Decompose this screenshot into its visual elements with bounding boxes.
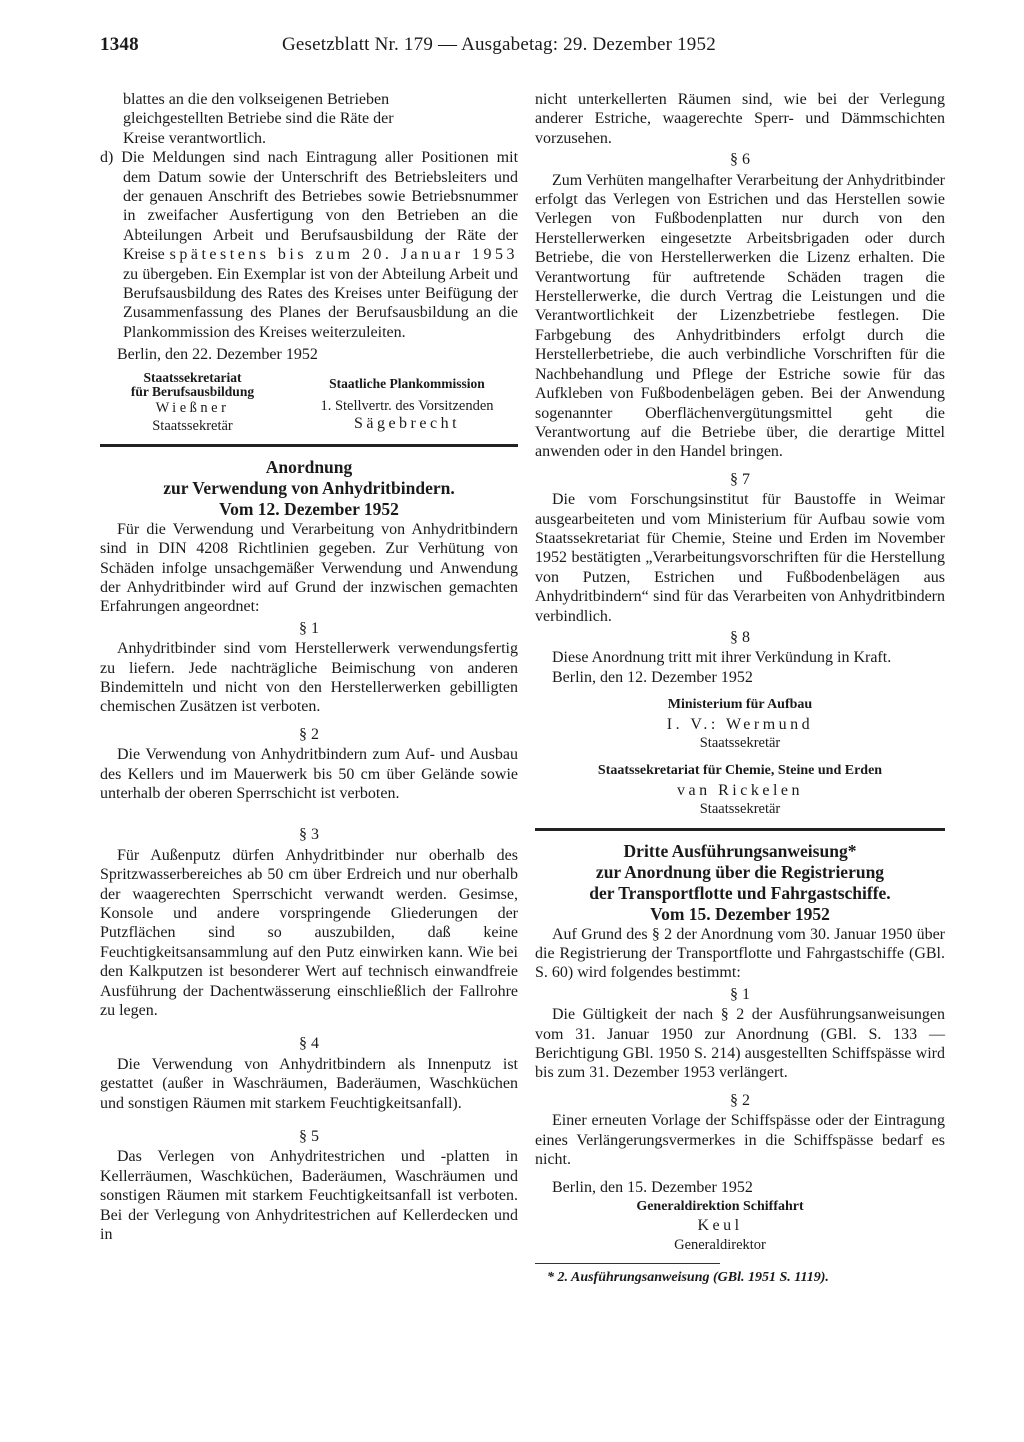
continued-line: blattes an die den volkseigenen Betrieben <box>123 91 390 108</box>
signature-role: Staatssekretär <box>699 801 781 818</box>
section-text: Die vom Forschungsinstitut für Baustoffe in Weimar ausgearbeiteten und vom Ministerium für Aufbau sowie vom Staatssekretariat für Chemie, Steine und Erden im November 1952 bestätigten „Verarbeitungsvorschriften für die Herstellung von Putzen, Estrichen und Fußbodenbelägen aus Anhydritbindern“ sind für das Verarbeiten von Anhydritbindern verbindlich. <box>535 491 945 625</box>
signature-name: Wießner <box>155 399 230 416</box>
signature-org: Staatssekretariat <box>143 369 242 385</box>
signature-org: Generaldirektion Schiffahrt <box>636 1198 804 1214</box>
section-heading: § 2 <box>299 725 319 743</box>
continued-line: gleichgestellten Betriebe sind die Räte der <box>123 110 394 128</box>
continued-line: Kreise verantwortlich. <box>123 129 267 147</box>
signature-role: Staatssekretär <box>699 735 781 751</box>
signature-block <box>535 761 945 819</box>
item-d-deadline: spätestens bis zum 20. Januar 1953 <box>169 246 518 264</box>
section-text: Zum Verhüten mangelhafter Verarbeitung der Anhydritbinder erfolgt das Verlegen von Estrichen und das Herstellen sowie Verlegen von Fußbodenplatten nur durch von den Herstellerwerken eingesetzte Arbeitsbrigaden oder durch Betriebe, die von Herstellerwerken die Lizenz erhalten. Die Verantwortung für auftretende Schäden tragen die Herstellerwerke, die durch Vertrag die Leistungen und die Verantwortlichkeit der Lizenzbetriebe festlegen. Die Farbgebung des Anhydritbinders erfolgt durch die Herstellerbetriebe, die auch verbindliche Vorschriften für die Nachbehandlung und Pflege der Estriche sowie für das Aufkleben von Fußbodenbelägen geben. Bei der Anwendung sogenannter Oberflächenvergütungsmittel geht die Verantwortung auf die Betriebe über, die derartige Mittel anwenden oder in den Handel bringen. <box>535 171 945 461</box>
footnote: * 2. Ausführungsanweisung (GBl. 1951 S. 1119). <box>547 1270 829 1286</box>
section-heading: § 8 <box>730 628 750 646</box>
section-text: Anhydritbinder sind vom Herstellerwerk verwendungsfertig zu liefern. Jede nachträgliche Beimischung von anderen Bindemitteln und nicht von den Herstellerwerken gebilligten chemischen Zusätzen ist verboten. <box>100 640 518 716</box>
section-heading: § 7 <box>730 470 750 488</box>
signature-org: Staatssekretariat für Chemie, Steine und Erden <box>597 763 883 779</box>
instruction-title: zur Anordnung über die Registrierung <box>595 861 885 882</box>
signature-org: Staatliche Plankommission <box>329 375 485 391</box>
right-column <box>535 90 945 1288</box>
signature-block <box>495 1197 945 1255</box>
signing-date: Berlin, den 12. Dezember 1952 <box>552 668 753 686</box>
section-heading: § 6 <box>730 151 750 169</box>
header-title: Gesetzblatt Nr. 179 — Ausgabetag: 29. Dezember 1952 <box>282 34 716 55</box>
item-d-text-end: zu übergeben. Ein Exemplar ist von der Abteilung Arbeit und Berufsausbildung des Rates des Kreises unter Beifügung der Zusammenfassung des Planes der Berufsausbildung an die Plankommission des Kreises weiterzuleiten. <box>123 265 518 341</box>
section-heading: § 4 <box>299 1035 319 1053</box>
section-text: Die Verwendung von Anhydritbindern als Innenputz ist gestattet (außer in Waschräumen, Baderäumen, Waschküchen und sonstigen Räumen mit starkem Feuchtigkeitsanfall). <box>100 1055 518 1112</box>
section-heading: § 3 <box>299 826 319 844</box>
section-heading: § 1 <box>299 619 319 637</box>
signature-name: I. V.: Wermund <box>666 715 814 733</box>
page-number: 1348 <box>100 34 139 55</box>
section-heading: § 1 <box>730 985 750 1003</box>
section-heading: § 2 <box>730 1091 750 1109</box>
section-text: Das Verlegen von Anhydritestrichen und -platten in Kellerräumen, Waschküchen, Baderäumen, Waschräumen und sonstigen Räumen mit starkem Feuchtigkeitsanfall ist verboten. Bei der Verlegung von Anhydritestrichen auf Kellerdecken und in <box>100 1148 518 1244</box>
signature-role: Staatssekretär <box>152 417 233 434</box>
signature-org: Ministerium für Aufbau <box>667 697 813 713</box>
left-column <box>100 90 518 1245</box>
page-header <box>100 34 716 60</box>
signature-right <box>296 371 518 435</box>
item-d <box>100 148 518 342</box>
signature-left <box>100 371 285 435</box>
instruction-date: Vom 15. Dezember 1952 <box>650 903 830 924</box>
section-text: Einer erneuten Vorlage der Schiffspässe oder der Eintragung eines Verlängerungsvermerkes in die Schiffspässe bedarf es nicht. <box>535 1112 945 1169</box>
item-d-text: Die Meldungen sind nach Eintragung aller Positionen mit dem Datum sowie der Unterschrift des Betriebsleiters und der genauen Anschrift des Betriebes sowie Betriebsnummer in zweifacher Ausfertigung von den Betrieben an die Abteilungen Arbeit und Berufsausbildung der Räte der Kreise <box>121 149 519 264</box>
section-divider <box>535 828 945 831</box>
ordinance-title: zur Verwendung von Anhydritbindern. <box>163 477 455 498</box>
signature-name: Keul <box>697 1217 743 1235</box>
signing-date: Berlin, den 15. Dezember 1952 <box>552 1178 753 1196</box>
instruction-title: der Transportflotte und Fahrgastschiffe. <box>589 882 891 903</box>
ordinance-date: Vom 12. Dezember 1952 <box>219 498 399 519</box>
signing-date: Berlin, den 22. Dezember 1952 <box>117 346 318 364</box>
section-heading: § 5 <box>299 1128 319 1146</box>
section-text: Diese Anordnung tritt mit ihrer Verkündung in Kraft. <box>552 649 892 667</box>
signature-org: für Berufsausbildung <box>130 383 255 399</box>
instruction-title: Dritte Ausführungsanweisung* <box>623 840 857 861</box>
instruction-intro: Auf Grund des § 2 der Anordnung vom 30. Januar 1950 über die Registrierung der Transportflotte und Fahrgastschiffe (GBl. S. 60) wird folgendes bestimmt: <box>535 925 945 982</box>
section-text: Die Verwendung von Anhydritbindern zum Auf- und Ausbau des Kellers und im Mauerwerk bis 50 cm über Gelände sowie unterhalb der oberen Sperrschicht ist verboten. <box>100 746 518 802</box>
signature-role: 1. Stellvertr. des Vorsitzenden <box>320 397 494 414</box>
ordinance-intro: Für die Verwendung und Verarbeitung von Anhydritbindern sind in DIN 4208 Richtlinien gegeben. Zur Verhütung von Schäden infolge unsachgemäßer Verwendung und Anwendung der Anhydritbinder wird auf Grund der inzwischen gemachten Erfahrungen angeordnet: <box>100 520 518 616</box>
section-text: Die Gültigkeit der nach § 2 der Ausführungsanweisungen vom 31. Januar 1950 zur Anordnung (GBl. S. 133 — Berichtigung GBl. 1950 S. 214) ausgestellten Schiffspässe wird bis zum 31. Dezember 1953 verlängert. <box>535 1006 945 1082</box>
continued-paragraph <box>100 90 518 148</box>
ordinance-title: Anordnung <box>265 456 353 477</box>
continued-paragraph: nicht unterkellerten Räumen sind, wie bei der Verlegung anderer Estriche, waagerechte Sperr- und Dämmschichten vorzusehen. <box>535 91 945 147</box>
section-divider <box>100 444 518 447</box>
signature-role: Generaldirektor <box>674 1236 766 1253</box>
section-text: Für Außenputz dürfen Anhydritbinder nur oberhalb des Spritzwasserbereiches ab 50 cm über Erdreich und nur oberhalb der waagerechten Sperrschicht verwandt werden. Gesimse, Konsole und andere vorspringende Gliederungen der Putzflächen sind so auszubilden, daß keine Feuchtigkeitsansammlung auf den Putz einwirken kann. Wie bei den Kalkputzen ist besonderer Wert auf technisch einwandfreie Ausführung der Dachentwässerung einschließlich der Fallrohre zu legen. <box>100 846 518 1020</box>
signature-name: Sägebrecht <box>353 414 461 432</box>
signature-block <box>535 695 945 753</box>
item-d-label: d) <box>100 149 114 167</box>
signature-block <box>100 371 518 435</box>
footnote-rule <box>535 1263 720 1264</box>
signature-name: van Rickelen <box>677 781 803 799</box>
